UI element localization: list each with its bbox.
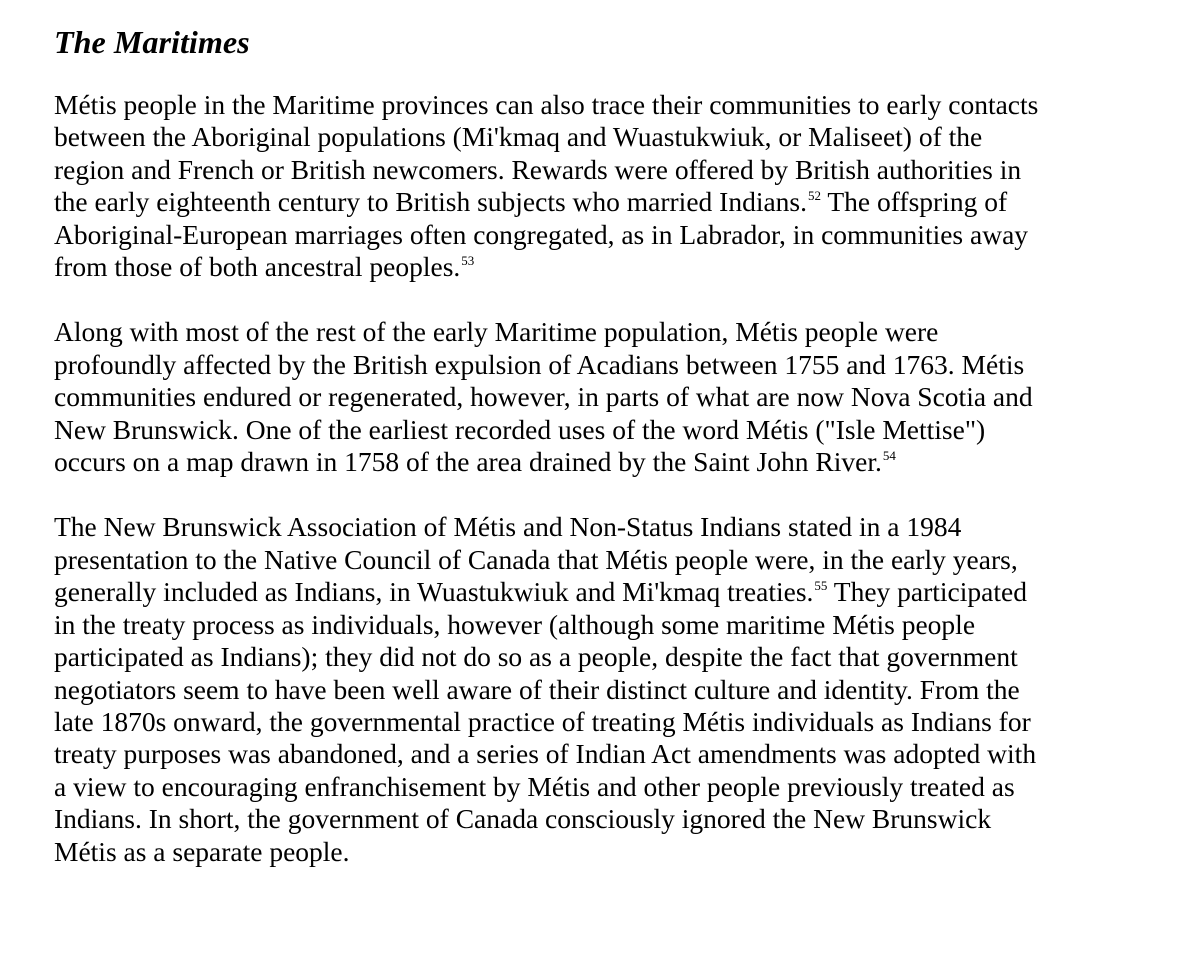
text-line: Métis as a separate people. bbox=[54, 835, 350, 867]
document-page bbox=[54, 26, 1164, 868]
text-line: The New Brunswick Association of Métis and Non-Status Indians stated in a 1984 bbox=[54, 511, 962, 543]
text-line: region and French or British newcomers. Rewards were offered by British authorities in bbox=[54, 153, 1022, 185]
text-line: in the treaty process as individuals, however (although some maritime Métis people bbox=[54, 608, 976, 640]
footnote-marker[interactable]: 54 bbox=[882, 448, 896, 464]
footnote-marker[interactable]: 52 bbox=[808, 188, 821, 204]
text-line: profoundly affected by the British expulsion of Acadians between 1755 and 1763. Métis bbox=[54, 348, 1025, 380]
text-line: participated as Indians); they did not do so as a people, despite the fact that government bbox=[54, 641, 1018, 673]
text-line: presentation to the Native Council of Canada that Métis people were, in the early years, bbox=[54, 543, 1018, 575]
section-title: The Maritimes bbox=[54, 24, 250, 60]
text-line: negotiators seem to have been well aware of their distinct culture and identity. From the bbox=[54, 673, 1020, 705]
text-line: treaty purposes was abandoned, and a series of Indian Act amendments was adopted with bbox=[54, 738, 1037, 770]
footnote-marker[interactable]: 55 bbox=[814, 578, 828, 594]
text-line: late 1870s onward, the governmental practice of treating Métis individuals as Indians for bbox=[54, 705, 1031, 737]
text-line: Indians. In short, the government of Canada consciously ignored the New Brunswick bbox=[54, 803, 992, 835]
text-line: occurs on a map drawn in 1758 of the area drained by the Saint John River.$^{54}$ bbox=[54, 446, 896, 478]
text-line: generally included as Indians, in Wuastukwiuk and Mi'kmaq treaties.$^{55}$ They participated bbox=[54, 576, 1027, 608]
footnote-marker[interactable]: 53 bbox=[461, 253, 475, 269]
text-line: communities endured or regenerated, however, in parts of what are now Nova Scotia and bbox=[54, 381, 1033, 413]
text-line: the early eighteenth century to British subjects who married Indians.$^{52}$ The offspring of bbox=[54, 186, 1008, 218]
paragraph bbox=[54, 89, 1164, 283]
text-line: a view to encouraging enfranchisement by Métis and other people previously treated as bbox=[54, 770, 1015, 802]
text-line: Along with most of the rest of the early Maritime population, Métis people were bbox=[54, 316, 939, 348]
paragraph bbox=[54, 511, 1164, 867]
text-line: from those of both ancestral peoples.$^{53}$ bbox=[54, 251, 475, 283]
text-line: between the Aboriginal populations (Mi'kmaq and Wuastukwiuk, or Maliseet) of the bbox=[54, 121, 983, 153]
text-line: Métis people in the Maritime provinces can also trace their communities to early contacts bbox=[54, 89, 1039, 120]
paragraph bbox=[54, 316, 1164, 478]
text-line: Aboriginal-European marriages often congregated, as in Labrador, in communities away bbox=[54, 218, 1029, 250]
text-line: New Brunswick. One of the earliest recorded uses of the word Métis ("Isle Mettise") bbox=[54, 413, 986, 445]
